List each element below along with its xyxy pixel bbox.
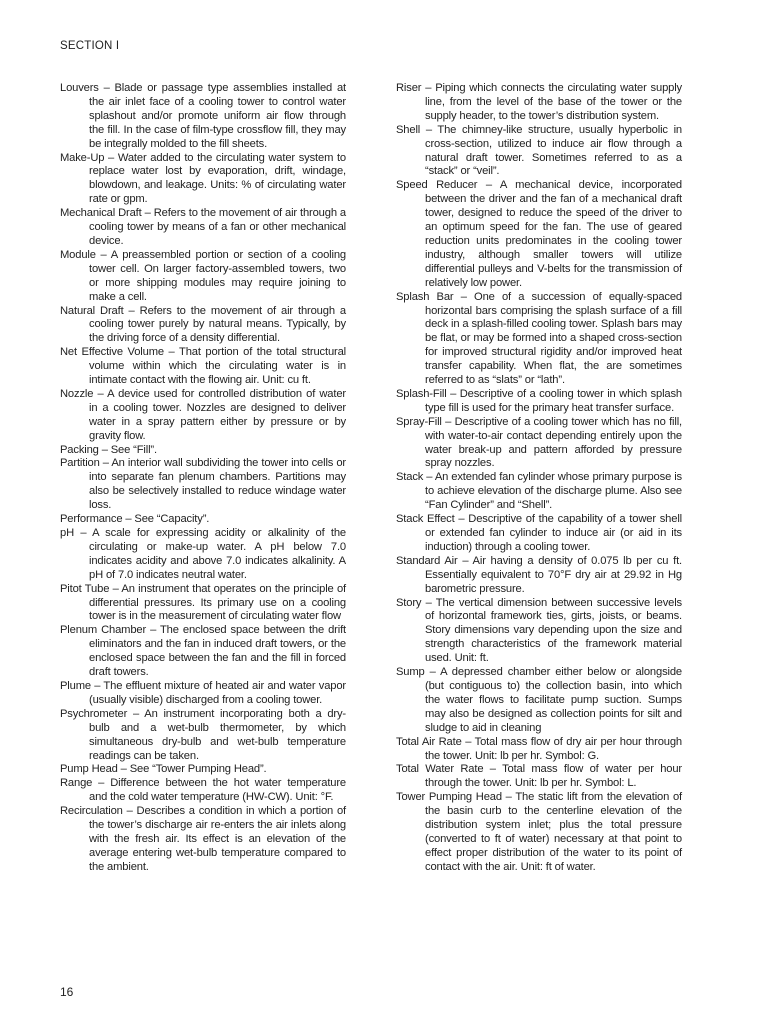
glossary-entry-riser: Riser – Piping which connects the circulating water supply line, from the level of the base of the tower or the supply header, to the tower’s distribution system.	[396, 82, 682, 122]
page-number: 16	[60, 985, 74, 999]
glossary-entry-performance: Performance – See “Capacity”.	[60, 513, 210, 526]
glossary-entry-splash-bar: Splash Bar – One of a succession of equally-spaced horizontal bars comprising the splash surface of a fill deck in a splash-filled cooling tower. Splash bars may be flat, or may be formed into a shaped cross-section for improved structural rigidity and/or improved heat transfer capability. When flat, the are sometimes referred to as “slats” or “lath”.	[396, 290, 682, 387]
glossary-column-left	[60, 82, 346, 875]
glossary-entry-splash-fill: Splash-Fill – Descriptive of a cooling tower in which splash type fill is used for the primary heat transfer surface.	[396, 387, 682, 414]
glossary-entry-louvers: Louvers – Blade or passage type assemblies installed at the air inlet face of a cooling tower to control water splashout and/or promote uniform air flow through the fill. In the case of film-type crossflow fill, they may be integrally molded to the fill sheets.	[60, 82, 346, 150]
glossary-entry-pitot-tube: Pitot Tube – An instrument that operates on the principle of differential pressures. Its primary use on a cooling tower is in the measurement of circulating water flow	[60, 582, 346, 623]
glossary-entry-tower-pumping-head: Tower Pumping Head – The static lift from the elevation of the basin curb to the centerline elevation of the distribution system inlet; plus the total pressure (converted to ft of water) necessary at that point to effect proper distribution of the water to its point of contact with the air. Unit: ft of water.	[396, 791, 682, 873]
glossary-entry-plenum-chamber: Plenum Chamber – The enclosed space between the drift eliminators and the fan in induced draft towers, or the enclosed space between the fan and the fill in forced draft towers.	[60, 624, 346, 679]
glossary-entry-total-water-rate: Total Water Rate – Total mass flow of water per hour through the tower. Unit: lb per hr. Symbol: L.	[396, 763, 682, 790]
glossary-entry-natural-draft: Natural Draft – Refers to the movement of air through a cooling tower purely by natural means. Typically, by the driving force of a density differential.	[60, 304, 346, 345]
glossary-entry-nozzle: Nozzle – A device used for controlled distribution of water in a cooling tower. Nozzles are designed to deliver water in a spray pattern either by pressure or by gravity flow.	[60, 387, 346, 442]
glossary-entry-partition: Partition – An interior wall subdividing the tower into cells or into separate fan plenum chambers. Partitions may also be selectively installed to reduce windage water loss.	[60, 457, 346, 512]
glossary-entry-spray-fill: Spray-Fill – Descriptive of a cooling tower which has no fill, with water-to-air contact depending entirely upon the water break-up and pattern afforded by pressure spray nozzles.	[396, 415, 682, 470]
glossary-entry-make-up: Make-Up – Water added to the circulating water system to replace water lost by evaporation, drift, windage, blowdown, and leakage. Units: % of circulating water rate or gpm.	[60, 151, 346, 206]
glossary-entry-story: Story – The vertical dimension between successive levels of horizontal framework ties, girts, joists, or beams. Story dimensions vary depending upon the size and strength characteristics of the framework material used. Unit: ft.	[396, 596, 682, 665]
glossary-entry-range: Range – Difference between the hot water temperature and the cold water temperature (HW-CW). Unit: °F.	[60, 777, 346, 804]
glossary-entry-shell: Shell – The chimney-like structure, usually hyperbolic in cross-section, utilized to induce air flow through a natural draft tower. Sometimes referred to as a “stack” or “veil”.	[396, 123, 682, 178]
glossary-entry-recirculation: Recirculation – Describes a condition in which a portion of the tower’s discharge air re-enters the air inlets along with the fresh air. Its effect is an elevation of the average entering wet-bulb temperature compared to the ambient.	[60, 805, 346, 873]
glossary-entry-stack: Stack – An extended fan cylinder whose primary purpose is to achieve elevation of the discharge plume. Also see “Fan Cylinder” and “Shell”.	[396, 471, 682, 512]
glossary-entry-mechanical-draft: Mechanical Draft – Refers to the movement of air through a cooling tower by means of a fan or other mechanical device.	[60, 207, 346, 247]
glossary-column-right	[396, 82, 682, 875]
glossary-entry-total-air-rate: Total Air Rate – Total mass flow of dry air per hour through the tower. Unit: lb per hr. Symbol: G.	[396, 735, 682, 762]
glossary-entry-pump-head: Pump Head – See “Tower Pumping Head”.	[60, 763, 267, 776]
glossary-entry-plume: Plume – The effluent mixture of heated air and water vapor (usually visible) discharged from a cooling tower.	[60, 679, 346, 706]
glossary-entry-psychrometer: Psychrometer – An instrument incorporating both a dry-bulb and a wet-bulb thermometer, by which simultaneous dry-bulb and wet-bulb temperature readings can be taken.	[60, 707, 346, 762]
glossary-entry-net-effective-volume: Net Effective Volume – That portion of the total structural volume within which the circulating water is in intimate contact with the flowing air. Unit: cu ft.	[60, 346, 346, 387]
glossary-entry-standard-air: Standard Air – Air having a density of 0.075 lb per cu ft. Essentially equivalent to 70°F dry air at 29.92 in Hg barometric pressure.	[396, 554, 682, 595]
glossary-entry-module: Module – A preassembled portion or section of a cooling tower cell. On larger factory-assembled towers, two or more shipping modules may require joining to make a cell.	[60, 248, 346, 303]
glossary-entry-packing: Packing – See “Fill”.	[60, 443, 157, 456]
glossary-entry-sump: Sump – A depressed chamber either below or alongside (but contiguous to) the collection basin, into which the water flows to facilitate pump suction. Sumps may also be designed as collection points for silt and sludge to aid in cleaning	[396, 666, 682, 734]
glossary-entry-speed-reducer: Speed Reducer – A mechanical device, incorporated between the driver and the fan of a mechanical draft tower, designed to reduce the speed of the driver to an optimum speed for the fan. The use of geared reduction units predominates in the cooling tower industry, although smaller towers will utilize differential pulleys and V-belts for the transmission of relatively low power.	[396, 179, 682, 289]
glossary-entry-ph: pH – A scale for expressing acidity or alkalinity of the circulating or make-up water. A pH below 7.0 indicates acidity and above 7.0 indicates alkalinity. A pH of 7.0 indicates neutral water.	[60, 527, 346, 581]
glossary-entry-stack-effect: Stack Effect – Descriptive of the capability of a tower shell or extended fan cylinder to induce air (or aid in its induction) through a cooling tower.	[396, 513, 682, 553]
section-header: SECTION I	[60, 40, 120, 52]
